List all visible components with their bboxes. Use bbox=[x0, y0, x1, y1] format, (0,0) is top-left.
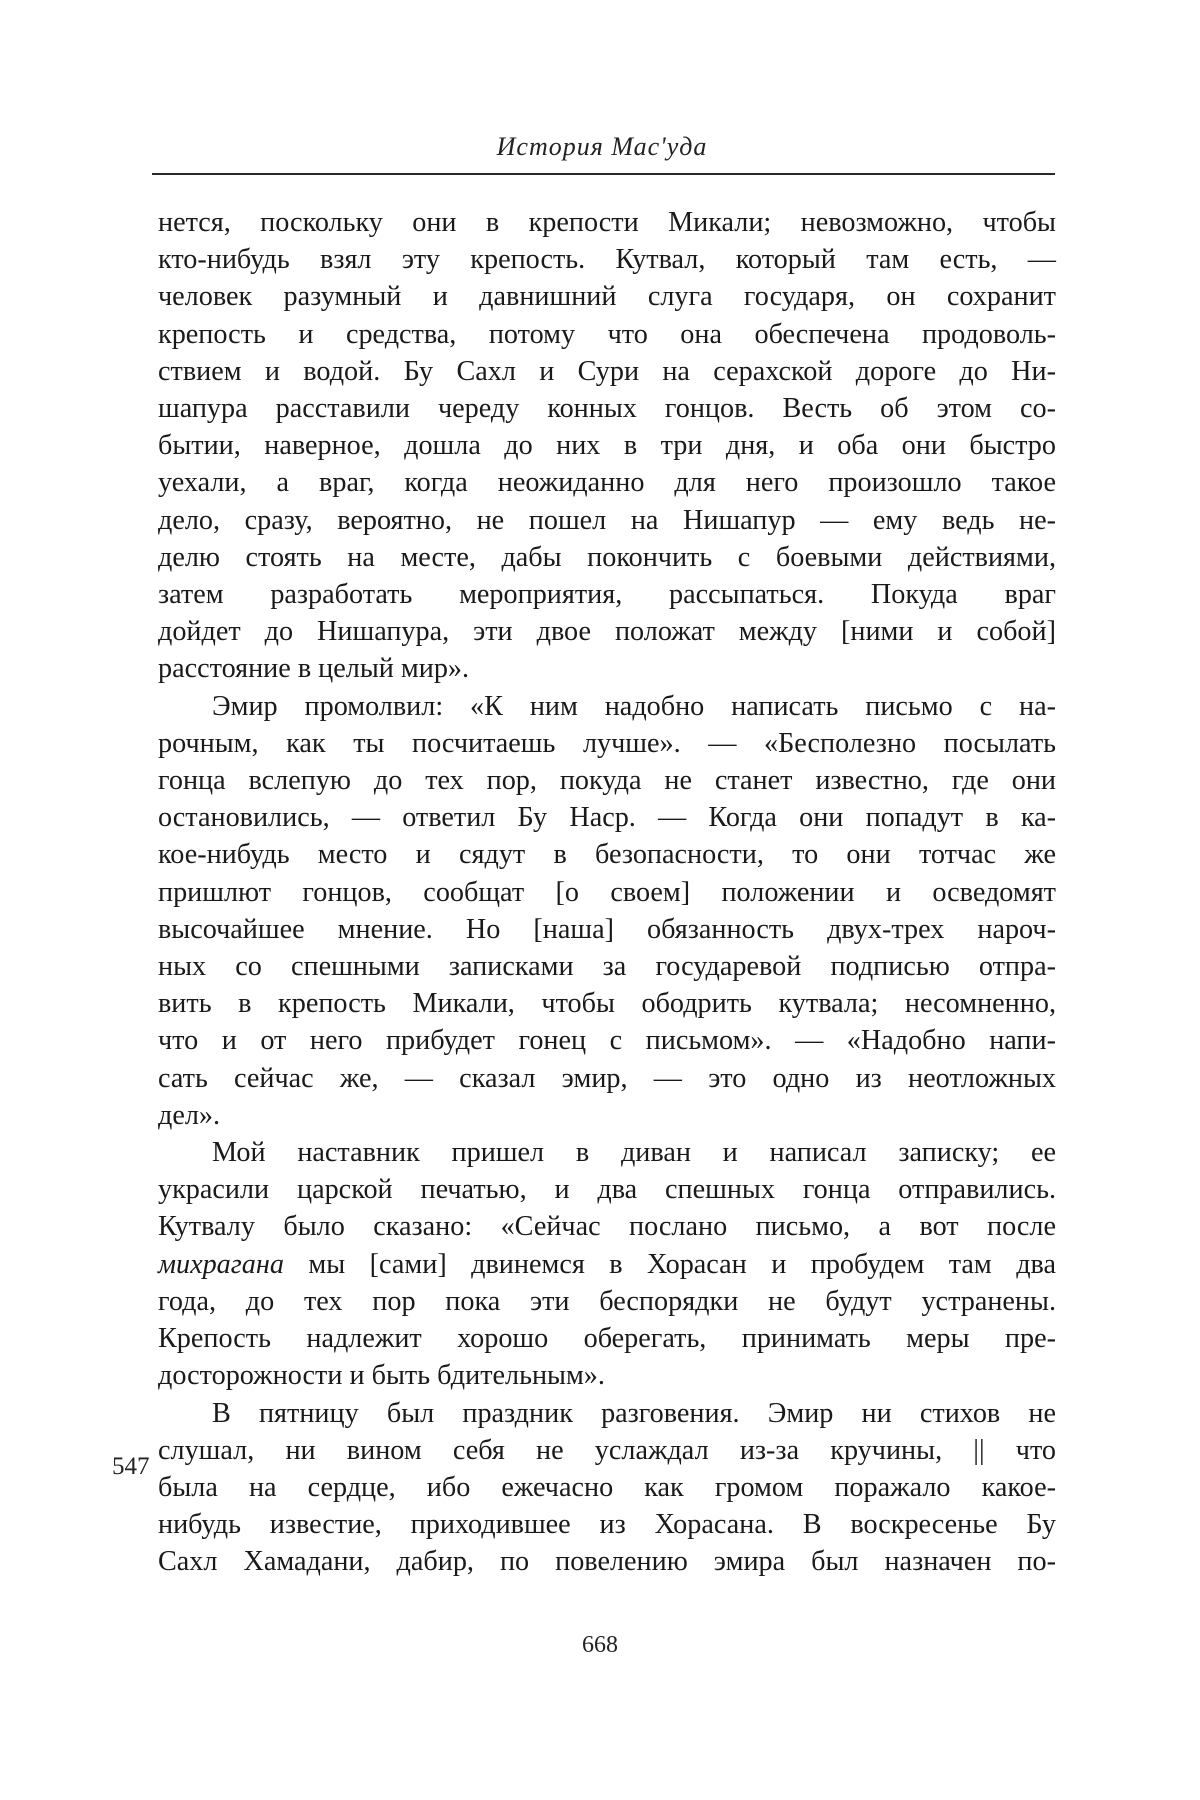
text-line: крепость и средства, потому что она обеспечена продоволь- bbox=[158, 318, 1056, 350]
paragraph-3 bbox=[158, 1134, 1056, 1394]
text-line: украсили царской печатью, и два спешных гонца отправились. bbox=[158, 1174, 1056, 1206]
text-line-with-term: михрагана мы [сами] двинемся в Хорасан и пробудем там два bbox=[158, 1248, 1056, 1280]
text-line: шапура расставили череду конных гонцов. Весть об этом со- bbox=[158, 393, 1056, 425]
text-line: Крепость надлежит хорошо оберегать, принимать меры пре- bbox=[158, 1323, 1056, 1355]
text-line: затем разработать мероприятия, рассыпаться. Покуда враг bbox=[158, 579, 1056, 611]
text-line: слушал, ни вином себя не услаждал из-за кручины, || что bbox=[158, 1434, 1056, 1466]
text-line: нибудь известие, приходившее из Хорасана. В воскресенье Бу bbox=[158, 1509, 1056, 1541]
text-line: вить в крепость Микали, чтобы ободрить кутвала; несомненно, bbox=[158, 988, 1056, 1020]
text-line: кое-нибудь место и сядут в безопасности, то они тотчас же bbox=[158, 839, 1056, 871]
text-line: В пятницу был праздник разговения. Эмир ни стихов не bbox=[212, 1397, 1056, 1429]
text-line: дойдет до Нишапура, эти двое положат между [ними и собой] bbox=[158, 616, 1056, 648]
margin-page-reference: 547 bbox=[112, 1453, 150, 1480]
header-rule bbox=[152, 173, 1055, 175]
text-line: Сахл Хамадани, дабир, по повелению эмира был назначен по- bbox=[158, 1546, 1056, 1578]
text-line: досторожности и быть бдительным». bbox=[158, 1360, 605, 1392]
paragraph-2 bbox=[158, 688, 1056, 1134]
text-line: ных со спешными записками за государевой подписью отпра- bbox=[158, 951, 1056, 983]
text-line: бытии, наверное, дошла до них в три дня, и оба они быстро bbox=[158, 430, 1056, 462]
text-line: дел». bbox=[158, 1099, 221, 1131]
text-line: рочным, как ты посчитаешь лучше». — «Бесполезно посылать bbox=[158, 727, 1056, 759]
text-line: расстояние в целый мир». bbox=[158, 653, 470, 685]
paragraph-4 bbox=[158, 1395, 1056, 1581]
text-line: человек разумный и давнишний слуга государя, он сохранит bbox=[158, 281, 1056, 313]
text-line: нется, поскольку они в крепости Микали; невозможно, чтобы bbox=[158, 207, 1056, 238]
text-line: что и от него прибудет гонец с письмом». — «Надобно напи- bbox=[158, 1025, 1056, 1057]
text-line: остановились, — ответил Бу Наср. — Когда они попадут в ка- bbox=[158, 802, 1056, 834]
italic-term: михрагана bbox=[158, 1248, 284, 1280]
text-line: кто-нибудь взял эту крепость. Кутвал, который там есть, — bbox=[158, 244, 1056, 276]
text-line: пришлют гонцов, сообщат [о своем] положении и осведомят bbox=[158, 876, 1056, 908]
page-number: 668 bbox=[582, 1632, 618, 1658]
text-line: ствием и водой. Бу Сахл и Сури на серахской дороге до Ни- bbox=[158, 355, 1056, 387]
text-line: сать сейчас же, — сказал эмир, — это одно из неотложных bbox=[158, 1062, 1056, 1094]
text-line: гонца вслепую до тех пор, покуда не станет известно, где они bbox=[158, 765, 1056, 797]
text-line: делю стоять на месте, дабы покончить с боевыми действиями, bbox=[158, 541, 1056, 573]
text-line: уехали, а враг, когда неожиданно для него произошло такое bbox=[158, 467, 1056, 499]
text-line: Мой наставник пришел в диван и написал записку; ее bbox=[212, 1137, 1056, 1169]
text-line: Эмир промолвил: «К ним надобно написать письмо с на- bbox=[212, 690, 1056, 722]
text-line: дело, сразу, вероятно, не пошел на Нишапур — ему ведь не- bbox=[158, 504, 1056, 536]
text-line: года, до тех пор пока эти беспорядки не будут устранены. bbox=[158, 1285, 1056, 1317]
body-text bbox=[158, 204, 1056, 1581]
running-head: История Мас'уда bbox=[496, 132, 708, 161]
text-line: высочайшее мнение. Но [наша] обязанность двух-трех нароч- bbox=[158, 913, 1056, 945]
paragraph-1 bbox=[158, 204, 1056, 688]
text-line: Кутвалу было сказано: «Сейчас послано письмо, а вот после bbox=[158, 1211, 1056, 1243]
text-line: была на сердце, ибо ежечасно как громом поражало какое- bbox=[158, 1471, 1056, 1503]
